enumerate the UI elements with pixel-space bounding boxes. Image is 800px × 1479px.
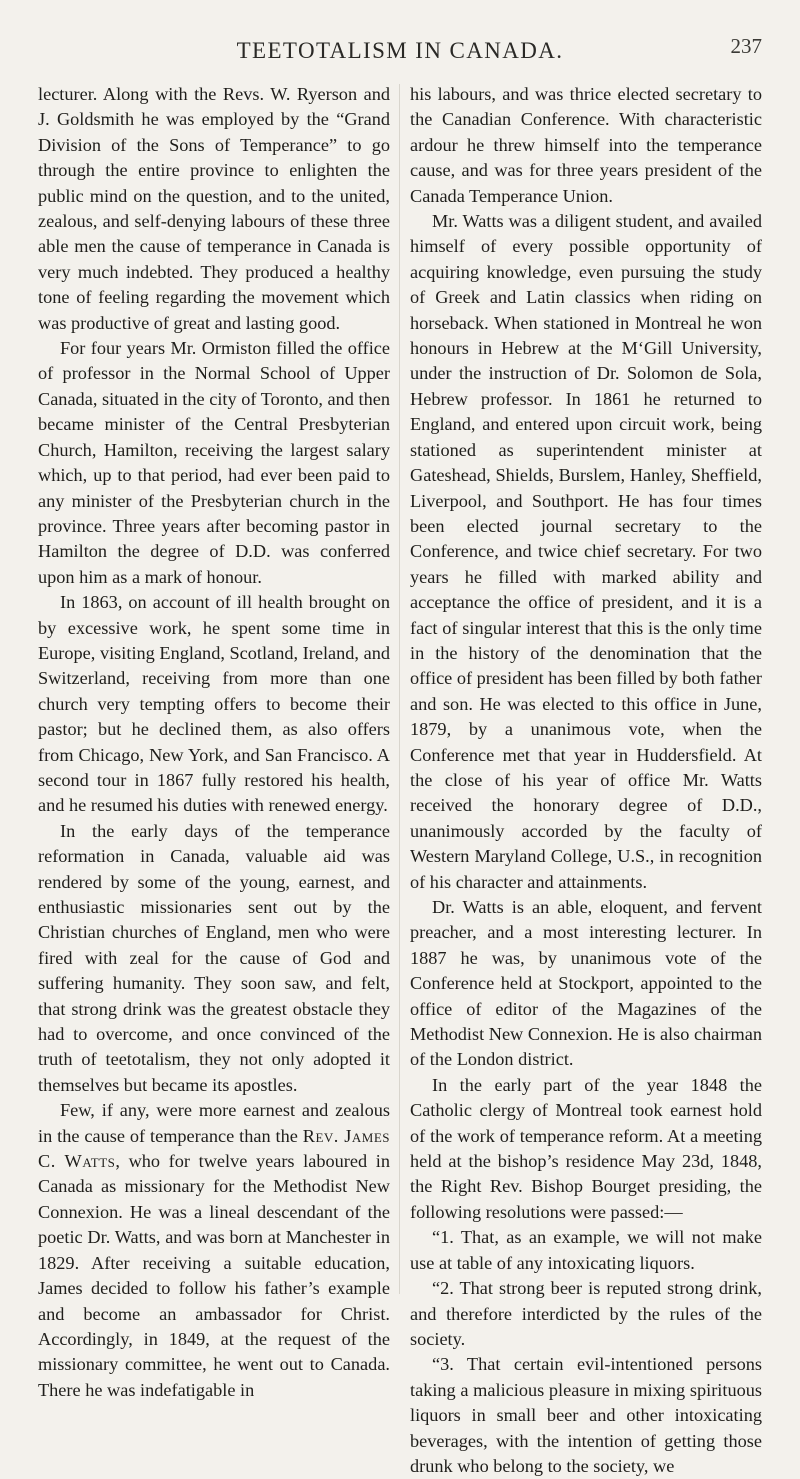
person-name: Rev. James C. Watts xyxy=(38,1125,390,1172)
running-head xyxy=(0,34,800,68)
paragraph: his labours, and was thrice elected secretary to the Canadian Conference. With characteristic ardour he threw himself into the temperance cause, and was for three years president of the Canada Temperance Union. xyxy=(410,84,762,206)
paragraph xyxy=(38,1098,390,1403)
resolution: “1. That, as an example, we will not make use at table of any intoxicating liquors. xyxy=(410,1227,762,1273)
paragraph-text: Few, if any, were more earnest and zealous in the cause of temperance than the xyxy=(38,1100,390,1146)
paragraph: In 1863, on account of ill health brought on by excessive work, he spent some time in Europe, visiting England, Scotland, Ireland, and Switzerland, receiving from more than one church very tempting offers to become their pastor; but he declined them, as also offers from Chicago, New York, and San Francisco. A second tour in 1867 fully restored his health, and he resumed his duties with renewed energy. xyxy=(38,592,390,816)
resolution: “3. That certain evil-intentioned persons taking a malicious pleasure in mixing spirituous liquors in small beer and other intoxicating beverages, with the intention of getting those drunk who belong to the society, we xyxy=(410,1354,762,1476)
right-column xyxy=(410,82,762,1479)
left-column xyxy=(38,82,390,1403)
page-number: 237 xyxy=(730,34,762,58)
paragraph: Dr. Watts is an able, eloquent, and fervent preacher, and a most interesting lecturer. In 1887 he was, by unanimous vote of the Conference held at Stockport, appointed to the office of editor of the Magazines of the Methodist New Connexion. He is also chairman of the London district. xyxy=(410,897,762,1070)
column-gutter xyxy=(399,84,400,1294)
resolution: “2. That strong beer is reputed strong drink, and therefore interdicted by the rules of the society. xyxy=(410,1278,762,1349)
paragraph: lecturer. Along with the Revs. W. Ryerson and J. Goldsmith he was employed by the “Grand Division of the Sons of Temperance” to go through the entire province to enlighten the public mind on the question, and to the united, zealous, and self-denying labours of these three able men the cause of temperance in Canada is very much indebted. They produced a healthy tone of feeling regarding the movement which was productive of great and lasting good. xyxy=(38,84,390,333)
paragraph: Mr. Watts was a diligent student, and availed himself of every possible opportunity of acquiring knowledge, even pursuing the study of Greek and Latin classics when riding on horseback. When stationed in Montreal he won honours in Hebrew at the M‘Gill University, under the instruction of Dr. Solomon de Sola, Hebrew professor. In 1861 he returned to England, and entered upon circuit work, being stationed as superintendent minister at Gateshead, Shields, Burslem, Hanley, Sheffield, Liverpool, and Southport. He has four times been elected journal secretary to the Conference, and twice chief secretary. For two years he filled with marked ability and acceptance the office of president, and it is a fact of singular interest that this is the only time in the history of the denomination that the office of president has been filled by both father and son. He was elected to this office in June, 1879, by a unanimous vote, when the Conference met that year in Huddersfield. At the close of his year of office Mr. Watts received the honorary degree of D.D., unanimously accorded by the faculty of Western Maryland College, U.S., in recognition of his character and attainments. xyxy=(410,211,762,892)
paragraph-text: , who for twelve years laboured in Canada as missionary for the Methodist New Connexion. He was a lineal descendant of the poetic Dr. Watts, and was born at Manchester in 1829. After receiving a suitable education, James decided to follow his father’s example and become an ambassador for Christ. Accordingly, in 1849, at the request of the missionary committee, he went out to Canada. There he was indefatigable in xyxy=(38,1151,390,1400)
paragraph: In the early days of the temperance reformation in Canada, valuable aid was rendered by some of the young, earnest, and enthusiastic missionaries sent out by the Christian churches of England, men who were fired with zeal for the cause of God and suffering humanity. They soon saw, and felt, that strong drink was the greatest obstacle they had to overcome, and once convinced of the truth of teetotalism, they not only adopted it themselves but became its apostles. xyxy=(38,820,390,1095)
paragraph: For four years Mr. Ormiston filled the office of professor in the Normal School of Upper Canada, situated in the city of Toronto, and then became minister of the Central Presbyterian Church, Hamilton, receiving the largest salary which, up to that period, had ever been paid to any minister of the Presbyterian church in the province. Three years after becoming pastor in Hamilton the degree of D.D. was conferred upon him as a mark of honour. xyxy=(38,338,390,587)
running-title: TEETOTALISM IN CANADA. xyxy=(236,38,564,63)
paragraph: In the early part of the year 1848 the Catholic clergy of Montreal took earnest hold of the work of temperance reform. At a meeting held at the bishop’s residence May 23d, 1848, the Right Rev. Bishop Bourget presiding, the following resolutions were passed:— xyxy=(410,1074,762,1222)
